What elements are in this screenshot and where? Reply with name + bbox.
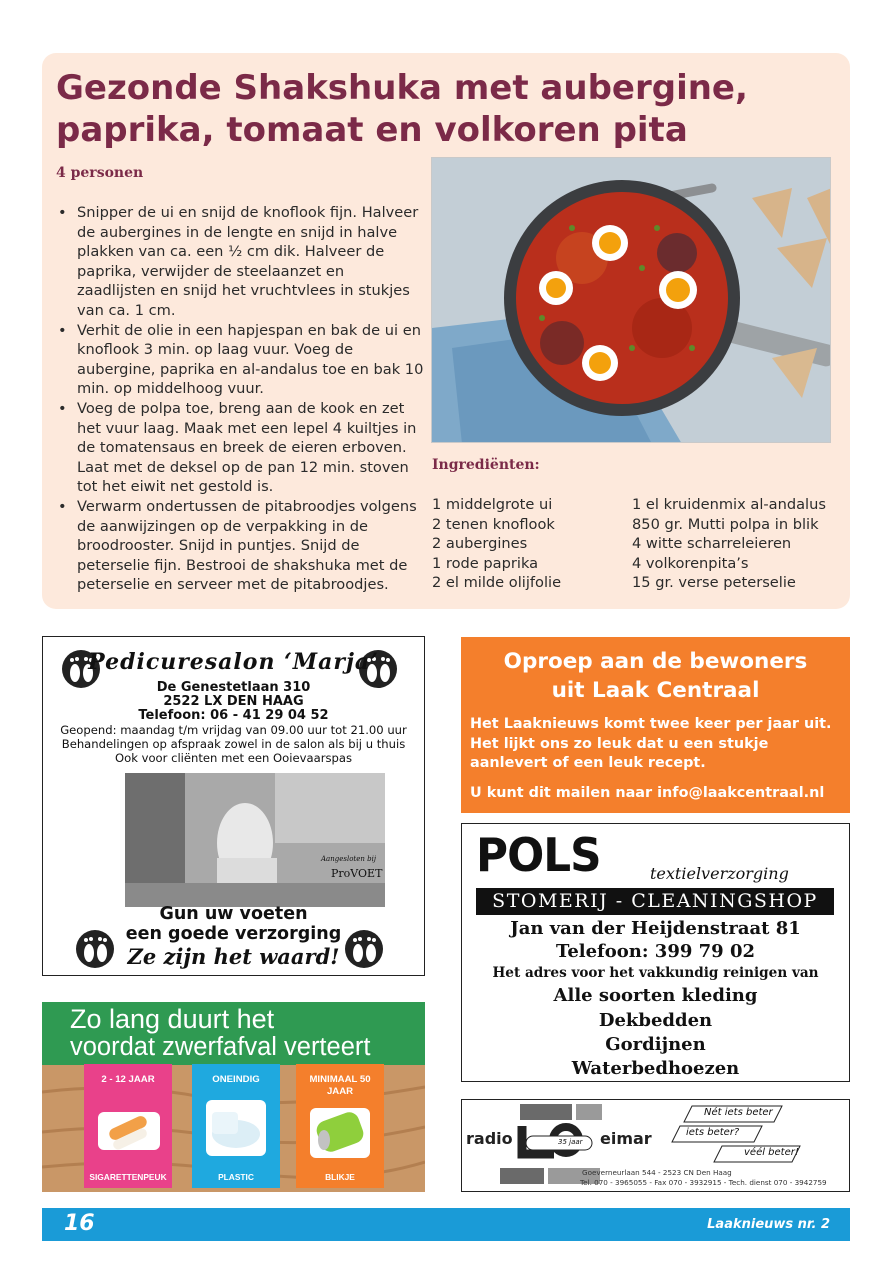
ingredients-list-right <box>632 495 826 593</box>
call-to-residents-box <box>461 637 850 813</box>
litter-ad-line-1: Zo lang duurt het <box>70 1004 275 1034</box>
radio-slogan-1: Nét iets beter <box>704 1107 773 1118</box>
ingredient-item: 1 el kruidenmix al-andalus <box>632 496 826 513</box>
pols-banner: STOMERIJ - CLEANINGSHOP <box>476 888 834 915</box>
recipe-step: • Voeg de polpa toe, breng aan de kook en zet het vuur laag. Maak met een lepel 4 kuiltjes in de tomatensaus en breek de eieren erboven. Laat met de deksel op de pan 12 min. stoven tot het eiwit net gestold is. <box>56 399 424 497</box>
pols-service: Dekbedden <box>598 1010 713 1031</box>
pols-intro: Het adres voor het vakkundig reinigen van <box>492 965 819 981</box>
recipe-step: • Snipper de ui en snijd de knoflook fijn. Halveer de aubergines in de lengte en snijd in halve plakken van ca. een ½ cm dik. Halveer de paprika, verwijder de steelaanzet en zaadlijsten en snijd het vruchtvlees in stukjes van ca. 1 cm. <box>56 203 424 321</box>
cigarette-icon <box>84 1064 172 1188</box>
page-number: 16 <box>64 1211 95 1236</box>
card-duration: MINIMAAL 50 JAAR <box>309 1074 371 1097</box>
provoet-logo: ProVOET <box>331 867 383 880</box>
pedicure-city: 2522 LX DEN HAAG <box>163 694 304 709</box>
pols-service: Alle soorten kleding <box>553 985 758 1006</box>
ingredient-item: 2 el milde olijfolie <box>432 574 562 592</box>
litter-ad <box>42 1002 425 1192</box>
ingredients-list-left <box>432 495 561 593</box>
litter-card-plastic <box>192 1064 280 1188</box>
pols-address: Jan van der Heijdenstraat 81 <box>510 918 801 939</box>
pedicure-salon-name: Pedicuresalon ‘Marja’ <box>88 649 379 675</box>
radio-years: 35 jaar <box>558 1138 583 1146</box>
pedicure-slogan-1: Gun uw voeten <box>159 904 308 924</box>
ingredient-item: 850 gr. Mutti polpa in blik <box>632 515 819 533</box>
card-item: SIGARETTENPEUK <box>89 1172 167 1182</box>
radio-brand: eimar <box>600 1129 652 1148</box>
radio-word: radio <box>466 1129 513 1148</box>
radio-slogan-3: véél beter! <box>744 1147 799 1158</box>
shakshuka-photo <box>431 157 831 443</box>
call-title <box>461 647 850 705</box>
litter-ad-line-2: voordat zwerfafval verteert <box>70 1033 371 1061</box>
pols-service: Gordijnen <box>605 1034 706 1055</box>
card-duration: 2 - 12 JAAR <box>101 1074 155 1085</box>
affiliated-text: Aangesloten bij <box>321 855 376 863</box>
salon-interior-image <box>125 773 385 907</box>
radio-leimar-ad <box>461 1099 850 1192</box>
ingredient-item: 1 rode paprika <box>432 554 539 572</box>
pedicure-ad <box>42 636 425 976</box>
page-footer <box>42 1208 850 1241</box>
can-icon <box>296 1064 384 1188</box>
shakshuka-illustration <box>432 158 831 443</box>
pols-phone: Telefoon: 399 79 02 <box>555 941 756 962</box>
ingredient-item: 2 tenen knoflook <box>432 515 555 533</box>
recipe-title: Gezonde Shakshuka met aubergine, paprika, tomaat en volkoren pita <box>56 68 748 150</box>
pols-service: Waterbedhoezen <box>571 1058 740 1079</box>
litter-card-can <box>296 1064 384 1188</box>
feet-icon <box>344 929 384 969</box>
litter-card-cigarette <box>84 1064 172 1188</box>
ingredients-title: Ingrediënten: <box>432 457 540 473</box>
pedicure-hours: Geopend: maandag t/m vrijdag van 09.00 uur tot 21.00 uur <box>60 723 407 737</box>
call-mail-line[interactable]: U kunt dit mailen naar info@laakcentraal.nl <box>470 785 825 801</box>
feet-icon <box>75 929 115 969</box>
pedicure-street: De Genestetlaan 310 <box>156 680 311 695</box>
recipe-step: • Verwarm ondertussen de pitabroodjes volgens de aanwijzingen op de verpakking in de broodrooster. Snijd in puntjes. Snijd de peterselie fijn. Bestrooi de shakshuka met de peterselie en serveer met de pitabroodjes. <box>56 497 424 595</box>
call-title-line-1: Oproep aan de bewoners <box>503 649 808 674</box>
pedicure-phone: Telefoon: 06 - 41 29 04 52 <box>138 708 329 723</box>
ingredient-item: 4 witte scharreleieren <box>632 535 792 553</box>
pols-logo: POLS <box>476 828 601 882</box>
magazine-name: Laaknieuws nr. 2 <box>707 1217 830 1232</box>
ingredient-item: 15 gr. verse peterselie <box>632 574 796 592</box>
pedicure-slogan-3: Ze zijn het waard! <box>127 944 340 969</box>
recipe-servings: 4 personen <box>56 165 144 181</box>
pols-tagline: textielverzorging <box>650 864 789 883</box>
ingredient-item: 2 aubergines <box>432 535 528 553</box>
call-text: Het Laaknieuws komt twee keer per jaar uit. Het lijkt ons zo leuk dat u een stukje aanlevert of een leuk recept. <box>470 716 832 772</box>
recipe-box <box>42 53 850 609</box>
recipe-step: • Verhit de olie in een hapjespan en bak de ui en knoflook 3 min. op laag vuur. Voeg de aubergine, paprika en al-andalus toe en bak 10 min. op middelhoog vuur. <box>56 321 424 399</box>
card-item: PLASTIC <box>218 1172 254 1182</box>
ingredient-item: 1 middelgrote ui <box>432 496 553 513</box>
plastic-icon <box>192 1064 280 1188</box>
card-item: BLIKJE <box>325 1172 355 1182</box>
radio-contacts: Tel. 070 - 3965055 - Fax 070 - 3932915 - Tech. dienst 070 - 3942759 <box>580 1178 827 1187</box>
pedicure-slogan-2: een goede verzorging <box>125 924 342 944</box>
pedicure-clients: Ook voor cliënten met een Ooievaarspas <box>114 751 353 765</box>
recipe-steps <box>56 203 424 595</box>
pedicure-appointments: Behandelingen op afspraak zowel in de salon als bij u thuis <box>61 737 406 751</box>
salon-photo <box>125 773 385 907</box>
radio-slogan-2: iets beter? <box>686 1127 740 1138</box>
pols-ad <box>461 823 850 1082</box>
radio-address: Goeverneurlaan 544 - 2523 CN Den Haag <box>582 1168 732 1177</box>
card-duration: ONEINDIG <box>212 1074 260 1085</box>
call-title-line-2: uit Laak Centraal <box>551 678 760 703</box>
ingredient-item: 4 volkorenpita’s <box>632 554 749 572</box>
